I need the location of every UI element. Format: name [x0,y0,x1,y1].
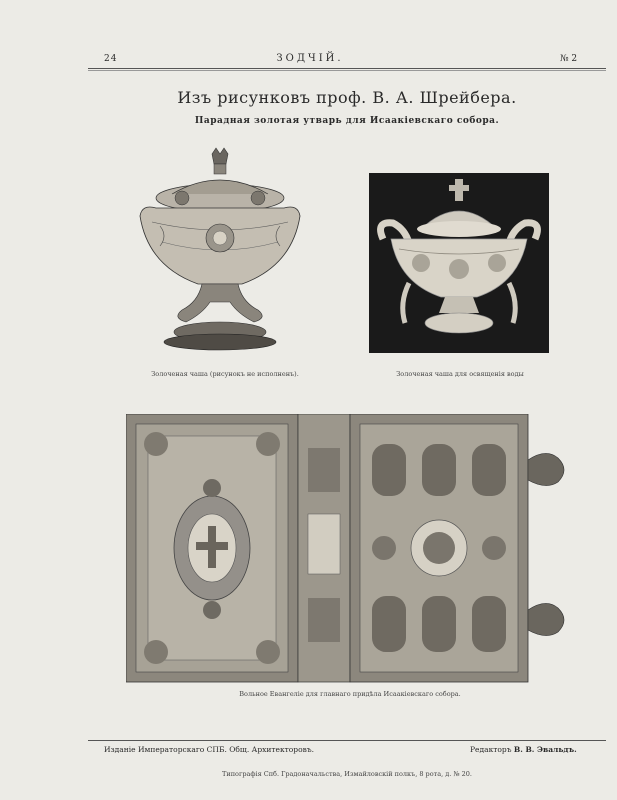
editor-name: В. В. Эвальдъ. [513,745,577,754]
gospel-cover-illustration [126,414,571,684]
editor-label: Редакторъ [470,745,512,754]
article-heading: Изъ рисунковъ проф. В. А. Шрейбера. [177,88,517,107]
footer-rule [88,740,606,741]
gospel-caption: Вольное Евангеліе для главнаго придѣла Исаакіевскаго собора. [239,690,461,698]
chalice-drawing-figure [132,146,312,356]
consecration-bowl-caption: Золоченая чаша для освященія воды [396,370,524,378]
issue-number: № 2 [560,54,578,64]
consecration-bowl-photo [369,173,549,353]
chalice-drawing-illustration [132,146,312,356]
header-rule-secondary [88,70,606,71]
article-subheading: Парадная золотая утварь для Исаакіевскаго собора. [194,116,500,126]
publisher-line: Изданіе Императорскаго СПБ. Общ. Архитекторовъ. [104,745,314,754]
editor-line [470,745,577,754]
header-rule [88,68,606,69]
page-number: 24 [104,54,118,64]
consecration-bowl-illustration [369,173,549,353]
gospel-cover-photo [126,414,571,684]
chalice-drawing-caption: Золоченая чаша (рисунокъ не исполненъ). [151,370,299,378]
journal-title: ЗОДЧІЙ. [276,53,344,64]
printer-imprint: Типографія Спб. Градоначальства, Измайловскій полкъ, 8 рота, д. № 20. [222,770,472,778]
